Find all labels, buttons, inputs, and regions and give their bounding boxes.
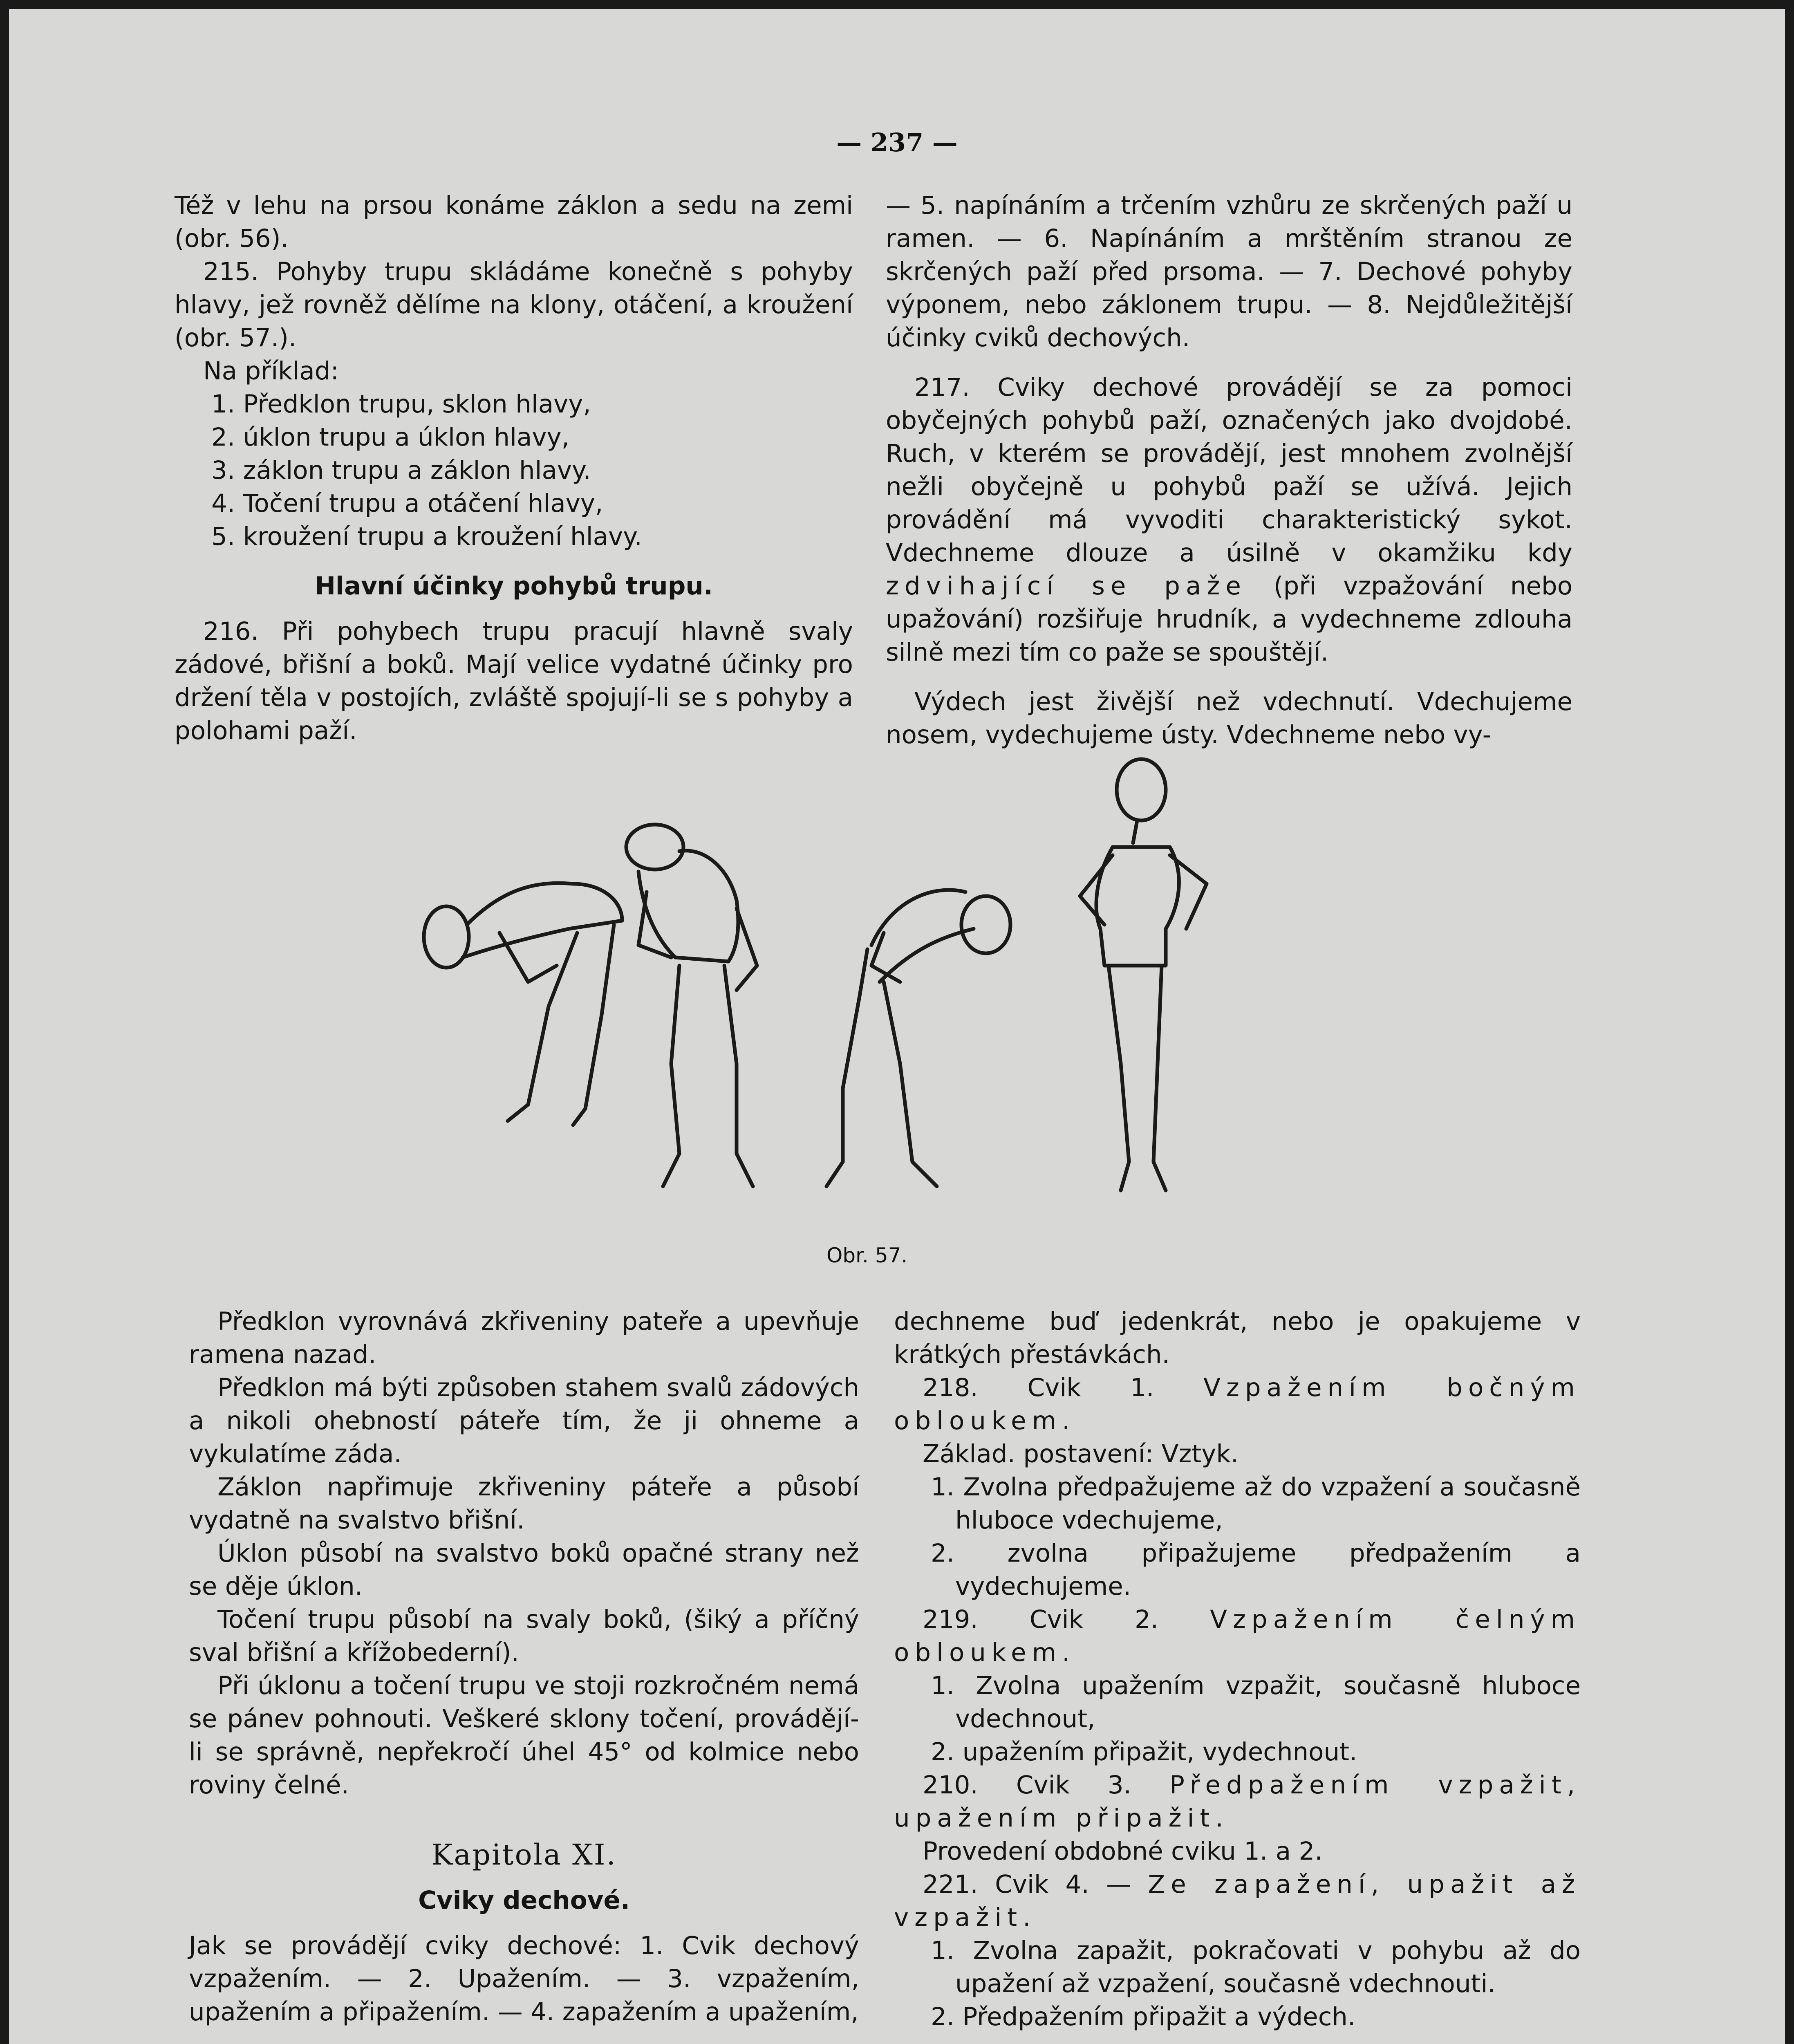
- left-column-top: [175, 189, 853, 747]
- paragraph: Točení trupu působí na svaly boků, (šiký a příčný sval břišní a křížobederní).: [189, 1605, 859, 1667]
- right-column-top: [886, 189, 1572, 751]
- book-page: [9, 9, 1785, 2044]
- exercise-number: 221. Cvik 4. —: [923, 1870, 1131, 1899]
- paragraph: Jak se provádějí cviky dechové: 1. Cvik dechový vzpažením. — 2. Upažením. — 3. vzpažením, upažením a připažením. — 4. zapažením a upažením,: [189, 1931, 859, 2026]
- paragraph: Při úklonu a točení trupu ve stoji rozkročném nemá se pánev pohnouti. Veškeré sklony točení, provádějí-li se správně, nepřekročí úhel 45° od kolmice nebo roviny čelné.: [189, 1671, 859, 1800]
- paragraph: Též v lehu na prsou konáme záklon a sedu na zemi (obr. 56).: [175, 191, 853, 253]
- paragraph: 216. Při pohybech trupu pracují hlavně svaly zádové, břišní a boků. Mají velice vydatné účinky pro držení těla v postojích, zvláště spojují-li se s pohyby a polohami paží.: [175, 617, 853, 745]
- figure-side-bend: [626, 825, 757, 1186]
- paragraph: Záklon napřimuje zkřiveniny páteře a působí vydatně na svalstvo břišní.: [189, 1472, 859, 1535]
- paragraph: Předklon má býti způsoben stahem svalů zádových a nikoli ohebností páteře tím, že ji ohneme a vykulatíme záda.: [189, 1373, 859, 1468]
- example-label: Na příklad:: [203, 356, 339, 385]
- spaced-text: Vzpažením bočným obloukem.: [894, 1373, 1581, 1435]
- paragraph: Předklon vyrovnává zkřiveniny pateře a upevňuje ramena nazad.: [189, 1307, 859, 1369]
- figure-standing-upright: [1080, 759, 1207, 1190]
- paragraph: [886, 371, 1572, 669]
- list-item: 2. zvolna připažujeme předpažením a vydechujeme.: [931, 1539, 1581, 1601]
- paragraph: — 5. napínáním a trčením vzhůru ze skrčených paží u ramen. — 6. Napínáním a mrštěním stranou ze skrčených paží před prsoma. — 7. Dechové pohyby výponem, nebo záklonem trupu. — 8. Nejdůležitější účinky cviků dechových.: [886, 191, 1572, 352]
- exercise-figures-illustration: [410, 753, 1252, 1235]
- exercise-number: 219. Cvik 2.: [923, 1605, 1159, 1634]
- paragraph-text: (při vzpažování nebo upažování) rozšiřuje hrudník, a vydechneme zdlouha silně mezi tím co paže se spouštějí.: [886, 572, 1573, 667]
- figure-forward-bend: [424, 883, 622, 1125]
- paragraph: dechneme buď jedenkrát, nebo je opakujeme v krátkých přestávkách.: [894, 1307, 1581, 1369]
- paragraph: [894, 1603, 1581, 1669]
- chapter-heading: Kapitola XI.: [431, 1838, 617, 1871]
- exercise-number: 218. Cvik 1.: [923, 1373, 1154, 1402]
- paragraph: Výdech jest živější než vdechnutí. Vdechujeme nosem, vydechujeme ústy. Vdechneme nebo vy-: [886, 687, 1572, 749]
- list-item: 2. upažením připažit, vydechnout.: [931, 1737, 1357, 1766]
- chapter-title: Cviky dechové.: [418, 1886, 630, 1915]
- spaced-text: Předpažením vzpažit, upažením připažit.: [894, 1771, 1581, 1833]
- paragraph: Provedení obdobné cviku 1. a 2.: [923, 1837, 1323, 1866]
- list-item: 2. Předpažením připažit a výdech.: [931, 2002, 1356, 2031]
- section-heading: Hlavní účinky pohybů trupu.: [315, 572, 713, 601]
- page-number: — 237 —: [836, 128, 958, 157]
- paragraph: [894, 1768, 1581, 1835]
- paragraph: Základ. postavení: Vztyk.: [923, 1439, 1239, 1468]
- spaced-text: zdvihající se paže: [886, 572, 1247, 601]
- list-item: 1. Předklon trupu, sklon hlavy,: [211, 390, 591, 419]
- paragraph: [894, 1868, 1581, 1934]
- list-item: 1. Zvolna zapažit, pokračovati v pohybu až do upažení až vzpažení, současně vdechnouti.: [931, 1936, 1581, 1998]
- left-column-bottom: [189, 1305, 859, 2028]
- list-item: 4. Točení trupu a otáčení hlavy,: [211, 489, 603, 518]
- paragraph-text: 217. Cviky dechové provádějí se za pomoci obyčejných pohybů paží, označených jako dvojdobé. Ruch, v kterém se provádějí, jest mnohem zvolnější nežli obyčejně u pohybů paží se užívá. Jejich provádění má vyvoditi charakteristický sykot. Vdechneme dlouze a úsilně v okamžiku kdy: [886, 373, 1572, 567]
- list-item: 2. úklon trupu a úklon hlavy,: [211, 423, 569, 452]
- figure-caption: Obr. 57.: [826, 1244, 908, 1267]
- paragraph: [894, 1371, 1581, 1437]
- list-item: 1. Zvolna upažením vzpažit, současně hluboce vdechnout,: [931, 1671, 1581, 1733]
- spaced-text: Vzpažením čelným obloukem.: [894, 1605, 1581, 1667]
- right-column-bottom: [894, 1305, 1581, 2033]
- paragraph: 215. Pohyby trupu skládáme konečně s pohyby hlavy, jež rovněž dělíme na klony, otáčení, a kroužení (obr. 57.).: [175, 257, 853, 352]
- exercise-number: 210. Cvik 3.: [923, 1771, 1132, 1800]
- spaced-text: Ze zapažení, upažit až vzpažit.: [894, 1870, 1581, 1932]
- list-item: 3. záklon trupu a záklon hlavy.: [211, 456, 591, 485]
- paragraph: Úklon působí na svalstvo boků opačné strany než se děje úklon.: [189, 1539, 859, 1601]
- figure-bend-side-view: [826, 890, 1010, 1186]
- list-item: 1. Zvolna předpažujeme až do vzpažení a současně hluboce vdechujeme,: [931, 1472, 1581, 1535]
- list-item: 5. kroužení trupu a kroužení hlavy.: [211, 522, 642, 551]
